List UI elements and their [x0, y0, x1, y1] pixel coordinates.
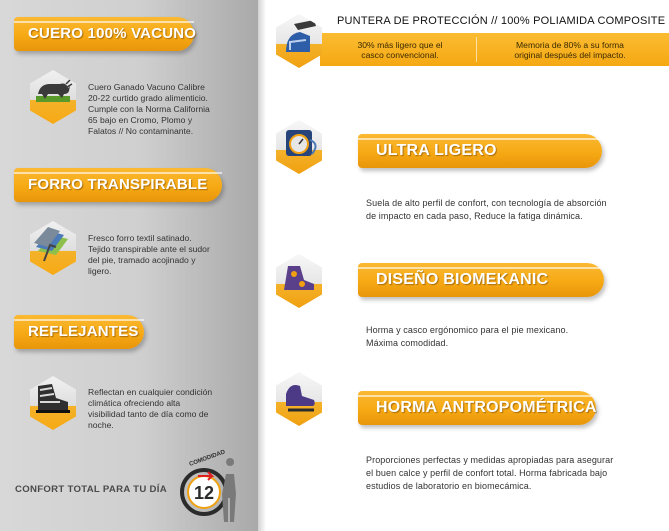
- feature-title: DISEÑO BIOMEKANIC: [376, 271, 549, 288]
- feature-title: ULTRA LIGERO: [376, 142, 497, 159]
- feature-description-ultra-ligero: Suela de alto perfil de confort, con tecnología de absorción de impacto en cada paso, Reduce la fatiga dinámica.: [366, 198, 607, 221]
- feature-banner-forro: [14, 168, 222, 202]
- feature-description-forro: Fresco forro textil satinado. Tejido transpirable ante el sudor del pie, tramado acojinado y ligero.: [88, 233, 210, 276]
- feature-banner-horma: [358, 391, 596, 425]
- badge-text: COMODIDAD: [188, 449, 227, 468]
- shoe-last-icon-badge: [276, 372, 322, 426]
- toe-cap-memory-text: Memoria de 80% a su forma original después del impacto.: [514, 40, 626, 60]
- scale-icon: [276, 120, 322, 174]
- foot-anatomy-icon-badge: [276, 254, 322, 308]
- feature-title: CUERO 100% VACUNO: [28, 25, 197, 42]
- footer-slogan: CONFORT TOTAL PARA TU DÍA: [15, 484, 167, 495]
- feature-description-horma: Proporciones perfectas y medidas apropiadas para asegurar el buen calce y perfil de confort total. Horma fabricada bajo estudios de laboratorio en biomecámica.: [366, 455, 614, 491]
- feature-banner-cuero: [14, 17, 197, 51]
- toe-cap-icon-badge: [276, 14, 322, 68]
- feature-description-biomekanic: Horma y casco ergónomico para el pie mexicano. Máxima comodidad.: [366, 325, 569, 348]
- feature-description-cuero: Cuero Ganado Vacuno Calibre 20-22 curtido grado alimenticio. Cumple con la Norma California 65 bajo en Cromo, Plomo y Falatos // No contaminante.: [88, 82, 210, 136]
- feature-banner-reflejantes: [14, 315, 144, 349]
- scale-icon-badge: [276, 120, 322, 174]
- feature-description-reflejantes: Reflectan en cualquier condición climática ofreciendo alta visibilidad tanto de día como de noche.: [88, 387, 213, 430]
- toe-cap-title: PUNTERA DE PROTECCIÓN // 100% POLIAMIDA COMPOSITE: [337, 15, 666, 27]
- feature-banner-biomekanic: [358, 263, 604, 297]
- feature-title: FORRO TRANSPIRABLE: [28, 176, 208, 193]
- feature-banner-ultra-ligero: [358, 134, 602, 168]
- info-bar-divider: [476, 37, 477, 62]
- feature-title: HORMA ANTROPOMÉTRICA: [376, 399, 597, 416]
- badge-number: 12: [193, 483, 215, 503]
- toe-cap-weight-text: 30% más ligero que el casco convencional.: [357, 40, 443, 60]
- comfort-12-badge: [172, 448, 252, 528]
- shoe-last-icon: [276, 372, 322, 426]
- foot-anatomy-icon: [276, 254, 322, 308]
- clock-person-icon: [172, 448, 252, 528]
- toe-cap-icon: [276, 14, 322, 68]
- feature-title: REFLEJANTES: [28, 323, 139, 340]
